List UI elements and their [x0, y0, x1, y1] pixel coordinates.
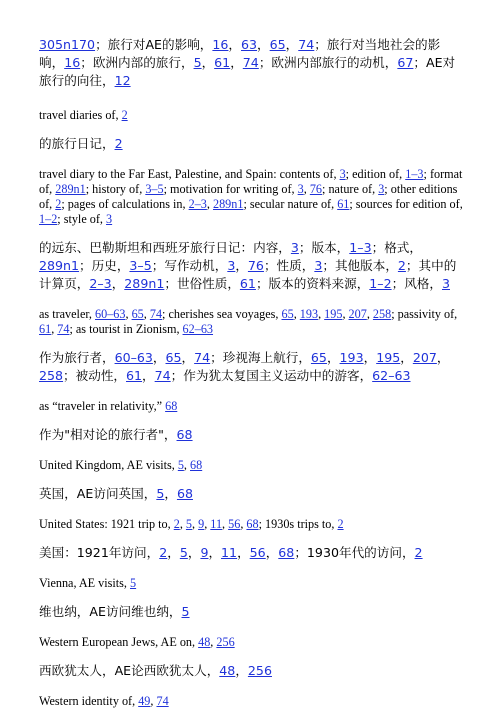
- page-reference-link[interactable]: 5: [156, 486, 165, 501]
- page-reference-link[interactable]: 56: [228, 517, 241, 531]
- entry-text: ；版本，: [298, 240, 350, 255]
- entry-text: ; other editions of,: [39, 182, 458, 211]
- entry-text: ，: [436, 350, 450, 365]
- index-entry-en: [39, 694, 463, 709]
- page-reference-link[interactable]: 3: [314, 258, 323, 273]
- entry-text: ，: [142, 368, 155, 383]
- page-reference-link[interactable]: 2: [173, 517, 180, 531]
- entry-text: ；世俗性质，: [164, 276, 240, 291]
- index-entry-en: [39, 517, 463, 532]
- entry-text: ，: [167, 545, 180, 560]
- entry-text: ,: [293, 307, 300, 321]
- entry-text: ; as tourist in Zionism,: [69, 322, 183, 336]
- entry-text: ，: [111, 276, 125, 291]
- index-entry-zh: [39, 135, 463, 153]
- index-entry-zh: [39, 544, 463, 562]
- entry-text: ；其中的计算页，: [39, 258, 457, 291]
- entry-text: ；被动性，: [63, 368, 127, 383]
- page-reference-link[interactable]: 2: [414, 545, 423, 560]
- page-reference-link[interactable]: 3: [290, 240, 299, 255]
- page-reference-link[interactable]: 195: [376, 350, 401, 365]
- page-reference-link[interactable]: 74: [298, 37, 315, 52]
- index-entry-zh: [39, 603, 463, 621]
- index-entry-en: [39, 576, 463, 591]
- index-entry-en: [39, 458, 463, 473]
- index-entry-zh: [39, 662, 463, 680]
- entry-text: 维也纳，AE访问维也纳，: [39, 604, 182, 619]
- page-reference-link[interactable]: 1–3: [349, 240, 372, 255]
- page-reference-link[interactable]: 5: [185, 517, 193, 531]
- page-reference-link[interactable]: 207: [348, 307, 367, 321]
- entry-text: ；版本的资料来源，: [255, 276, 370, 291]
- entry-text: ；1930年代的访问，: [294, 545, 415, 560]
- page-reference-link[interactable]: 9: [198, 517, 205, 531]
- entry-text: Vienna, AE visits,: [39, 576, 131, 590]
- page-reference-link[interactable]: 289n1: [55, 182, 86, 196]
- entry-text: ，: [237, 545, 250, 560]
- page-reference-link[interactable]: 3: [297, 182, 304, 196]
- page-reference-link[interactable]: 62–63: [372, 368, 411, 383]
- entry-text: Western identity of,: [39, 694, 139, 708]
- page-reference-link[interactable]: 48: [198, 635, 211, 649]
- entry-text: ，: [208, 545, 222, 560]
- entry-text: United States: 1921 trip to,: [39, 517, 174, 531]
- entry-text: ，: [235, 258, 248, 273]
- entry-text: as traveler,: [39, 307, 96, 321]
- index-entry-en: [39, 635, 463, 650]
- page-reference-link[interactable]: 65: [165, 350, 182, 365]
- page-reference-link[interactable]: 193: [339, 350, 364, 365]
- entry-text: ；格式，: [371, 240, 422, 255]
- entry-text: Western European Jews, AE on,: [39, 635, 199, 649]
- page-reference-link[interactable]: 68: [246, 517, 259, 531]
- entry-text: ,: [150, 694, 157, 708]
- entry-text: ; format of,: [39, 167, 463, 196]
- page-reference-link[interactable]: 2: [337, 517, 344, 531]
- entry-text: ,: [366, 307, 373, 321]
- page-reference-link[interactable]: 62–63: [182, 322, 214, 336]
- entry-text: ，: [230, 55, 243, 70]
- page-reference-link[interactable]: 289n1: [212, 197, 244, 211]
- page-reference-link[interactable]: 56: [249, 545, 266, 560]
- page-reference-link[interactable]: 60–63: [114, 350, 153, 365]
- index-entry-en: [39, 399, 463, 414]
- page-reference-link[interactable]: 5: [193, 55, 202, 70]
- index-entry-zh: [39, 426, 463, 444]
- page-reference-link[interactable]: 76: [247, 258, 264, 273]
- entry-text: ，: [235, 663, 248, 678]
- entry-text: 作为旅行者，: [39, 350, 115, 365]
- entry-text: ,: [51, 322, 58, 336]
- page-reference-link[interactable]: 5: [179, 545, 188, 560]
- page-reference-link[interactable]: 5: [177, 458, 184, 472]
- entry-text: ；AE对旅行的向往，: [39, 55, 456, 88]
- index-entry-zh: [39, 36, 463, 90]
- page-reference-link[interactable]: 3: [378, 182, 385, 196]
- page-reference-link[interactable]: 76: [309, 182, 323, 196]
- page-reference-link[interactable]: 68: [278, 545, 295, 560]
- entry-text: ; history of,: [85, 182, 146, 196]
- entry-text: ，: [285, 37, 299, 52]
- page-reference-link[interactable]: 74: [156, 694, 169, 708]
- page-reference-link[interactable]: 207: [412, 350, 437, 365]
- entry-text: ，: [265, 545, 279, 560]
- entry-text: ,: [143, 307, 150, 321]
- page-reference-link[interactable]: 16: [212, 37, 229, 52]
- index-page: [39, 36, 463, 709]
- entry-text: ,: [206, 197, 213, 211]
- index-entry-zh: [39, 349, 463, 385]
- entry-text: ,: [183, 458, 190, 472]
- entry-text: ; motivation for writing of,: [163, 182, 298, 196]
- entry-text: ,: [240, 517, 247, 531]
- page-reference-link[interactable]: 2: [397, 258, 406, 273]
- page-reference-link[interactable]: 12: [114, 73, 131, 88]
- page-reference-link[interactable]: 9: [200, 545, 209, 560]
- page-reference-link[interactable]: 258: [39, 368, 64, 383]
- entry-text: ；欧洲内部的旅行，: [80, 55, 194, 70]
- page-reference-link[interactable]: 2: [114, 136, 123, 151]
- page-reference-link[interactable]: 5: [181, 604, 190, 619]
- page-reference-link[interactable]: 61: [337, 197, 350, 211]
- entry-text: ；性质，: [263, 258, 315, 273]
- entry-text: ，: [201, 55, 215, 70]
- entry-text: ，: [181, 350, 195, 365]
- entry-text: 美国：1921年访问，: [39, 545, 160, 560]
- page-reference-link[interactable]: 195: [324, 307, 343, 321]
- entry-text: ,: [342, 307, 349, 321]
- index-entry-en: [39, 108, 463, 123]
- entry-text: ,: [192, 517, 199, 531]
- page-reference-link[interactable]: 289n1: [124, 276, 165, 291]
- entry-text: ; passivity of,: [391, 307, 458, 321]
- page-reference-link[interactable]: 1–2: [369, 276, 392, 291]
- page-reference-link[interactable]: 16: [64, 55, 81, 70]
- page-reference-link[interactable]: 3: [227, 258, 236, 273]
- page-reference-link[interactable]: 2–3: [188, 197, 207, 211]
- page-reference-link[interactable]: 3: [106, 212, 113, 226]
- page-reference-link[interactable]: 2: [121, 108, 128, 122]
- page-reference-link[interactable]: 2–3: [89, 276, 112, 291]
- page-reference-link[interactable]: 65: [310, 350, 327, 365]
- entry-text: ; secular nature of,: [243, 197, 338, 211]
- entry-text: ，: [326, 350, 340, 365]
- entry-text: ；珍视海上航行，: [210, 350, 311, 365]
- page-reference-link[interactable]: 63: [241, 37, 258, 52]
- entry-text: United Kingdom, AE visits,: [39, 458, 178, 472]
- page-reference-link[interactable]: 61: [214, 55, 231, 70]
- page-reference-link[interactable]: 11: [221, 545, 238, 560]
- entry-text: 的旅行日记，: [39, 136, 115, 151]
- entry-text: ,: [210, 635, 217, 649]
- entry-text: ，: [363, 350, 377, 365]
- entry-text: ,: [204, 517, 211, 531]
- entry-text: ；欧洲内部旅行的动机，: [258, 55, 398, 70]
- page-reference-link[interactable]: 74: [154, 368, 171, 383]
- page-reference-link[interactable]: 1–3: [405, 167, 424, 181]
- page-reference-link[interactable]: 11: [210, 517, 223, 531]
- entry-text: ；写作动机，: [151, 258, 228, 273]
- entry-text: ，: [257, 37, 270, 52]
- entry-text: ; edition of,: [345, 167, 406, 181]
- page-reference-link[interactable]: 3–5: [145, 182, 164, 196]
- page-reference-link[interactable]: 3: [339, 167, 346, 181]
- entry-text: ; pages of calculations in,: [61, 197, 189, 211]
- entry-text: ,: [125, 307, 132, 321]
- page-reference-link[interactable]: 49: [138, 694, 151, 708]
- page-reference-link[interactable]: 74: [194, 350, 211, 365]
- entry-text: ，: [228, 37, 242, 52]
- entry-text: travel diaries of,: [39, 108, 122, 122]
- page-reference-link[interactable]: 256: [247, 663, 272, 678]
- page-reference-link[interactable]: 74: [57, 322, 70, 336]
- entry-text: ；旅行对当地社会的影响，: [39, 37, 441, 70]
- page-reference-link[interactable]: 289n1: [39, 258, 80, 273]
- index-entry-en: [39, 167, 463, 227]
- entry-text: ，: [152, 350, 166, 365]
- page-reference-link[interactable]: 1–2: [39, 212, 58, 226]
- page-reference-link[interactable]: 68: [176, 427, 193, 442]
- entry-text: ，: [400, 350, 413, 365]
- entry-text: ; style of,: [57, 212, 107, 226]
- page-reference-link[interactable]: 61: [239, 276, 256, 291]
- entry-text: ；旅行对AE的影响，: [95, 37, 213, 52]
- index-entry-en: [39, 307, 463, 337]
- entry-text: ,: [303, 182, 310, 196]
- page-reference-link[interactable]: 74: [149, 307, 163, 321]
- entry-text: ; cherishes sea voyages,: [162, 307, 282, 321]
- page-reference-link[interactable]: 68: [165, 399, 178, 413]
- entry-text: ,: [222, 517, 229, 531]
- entry-text: ; nature of,: [322, 182, 379, 196]
- entry-text: ；风格，: [391, 276, 442, 291]
- page-reference-link[interactable]: 305n170: [39, 37, 96, 52]
- entry-text: 作为"相对论的旅行者"，: [39, 427, 177, 442]
- entry-text: ，: [187, 545, 201, 560]
- page-reference-link[interactable]: 68: [190, 458, 203, 472]
- entry-text: ,: [318, 307, 325, 321]
- entry-text: ; 1930s trips to,: [258, 517, 338, 531]
- page-reference-link[interactable]: 2: [159, 545, 168, 560]
- entry-text: 英国，AE访问英国，: [39, 486, 157, 501]
- entry-text: travel diary to the Far East, Palestine, and Spain: contents of,: [39, 167, 340, 181]
- page-reference-link[interactable]: 256: [216, 635, 235, 649]
- entry-text: as “traveler in relativity,”: [39, 399, 166, 413]
- index-entry-zh: [39, 485, 463, 503]
- entry-text: 的远东、巴勒斯坦和西班牙旅行日记：内容，: [39, 240, 291, 255]
- page-reference-link[interactable]: 48: [219, 663, 236, 678]
- entry-text: ; sources for edition of,: [349, 197, 463, 211]
- page-reference-link[interactable]: 193: [299, 307, 319, 321]
- entry-text: ，: [164, 486, 177, 501]
- page-reference-link[interactable]: 3–5: [129, 258, 152, 273]
- page-reference-link[interactable]: 67: [397, 55, 414, 70]
- page-reference-link[interactable]: 68: [176, 486, 193, 501]
- entry-text: 西欧犹太人，AE论西欧犹太人，: [39, 663, 220, 678]
- entry-text: ；历史，: [79, 258, 130, 273]
- page-reference-link[interactable]: 5: [130, 576, 137, 590]
- page-reference-link[interactable]: 65: [281, 307, 294, 321]
- page-reference-link[interactable]: 74: [242, 55, 259, 70]
- page-reference-link[interactable]: 2: [55, 197, 62, 211]
- index-entry-zh: [39, 239, 463, 293]
- page-reference-link[interactable]: 258: [372, 307, 392, 321]
- page-reference-link[interactable]: 61: [39, 322, 52, 336]
- page-reference-link[interactable]: 65: [131, 307, 144, 321]
- page-reference-link[interactable]: 60–63: [95, 307, 126, 321]
- entry-text: ；其他版本，: [322, 258, 398, 273]
- entry-text: ；作为犹太复国主义运动中的游客，: [170, 368, 373, 383]
- page-reference-link[interactable]: 65: [269, 37, 286, 52]
- page-reference-link[interactable]: 61: [126, 368, 143, 383]
- page-reference-link[interactable]: 3: [441, 276, 450, 291]
- entry-text: ,: [179, 517, 186, 531]
